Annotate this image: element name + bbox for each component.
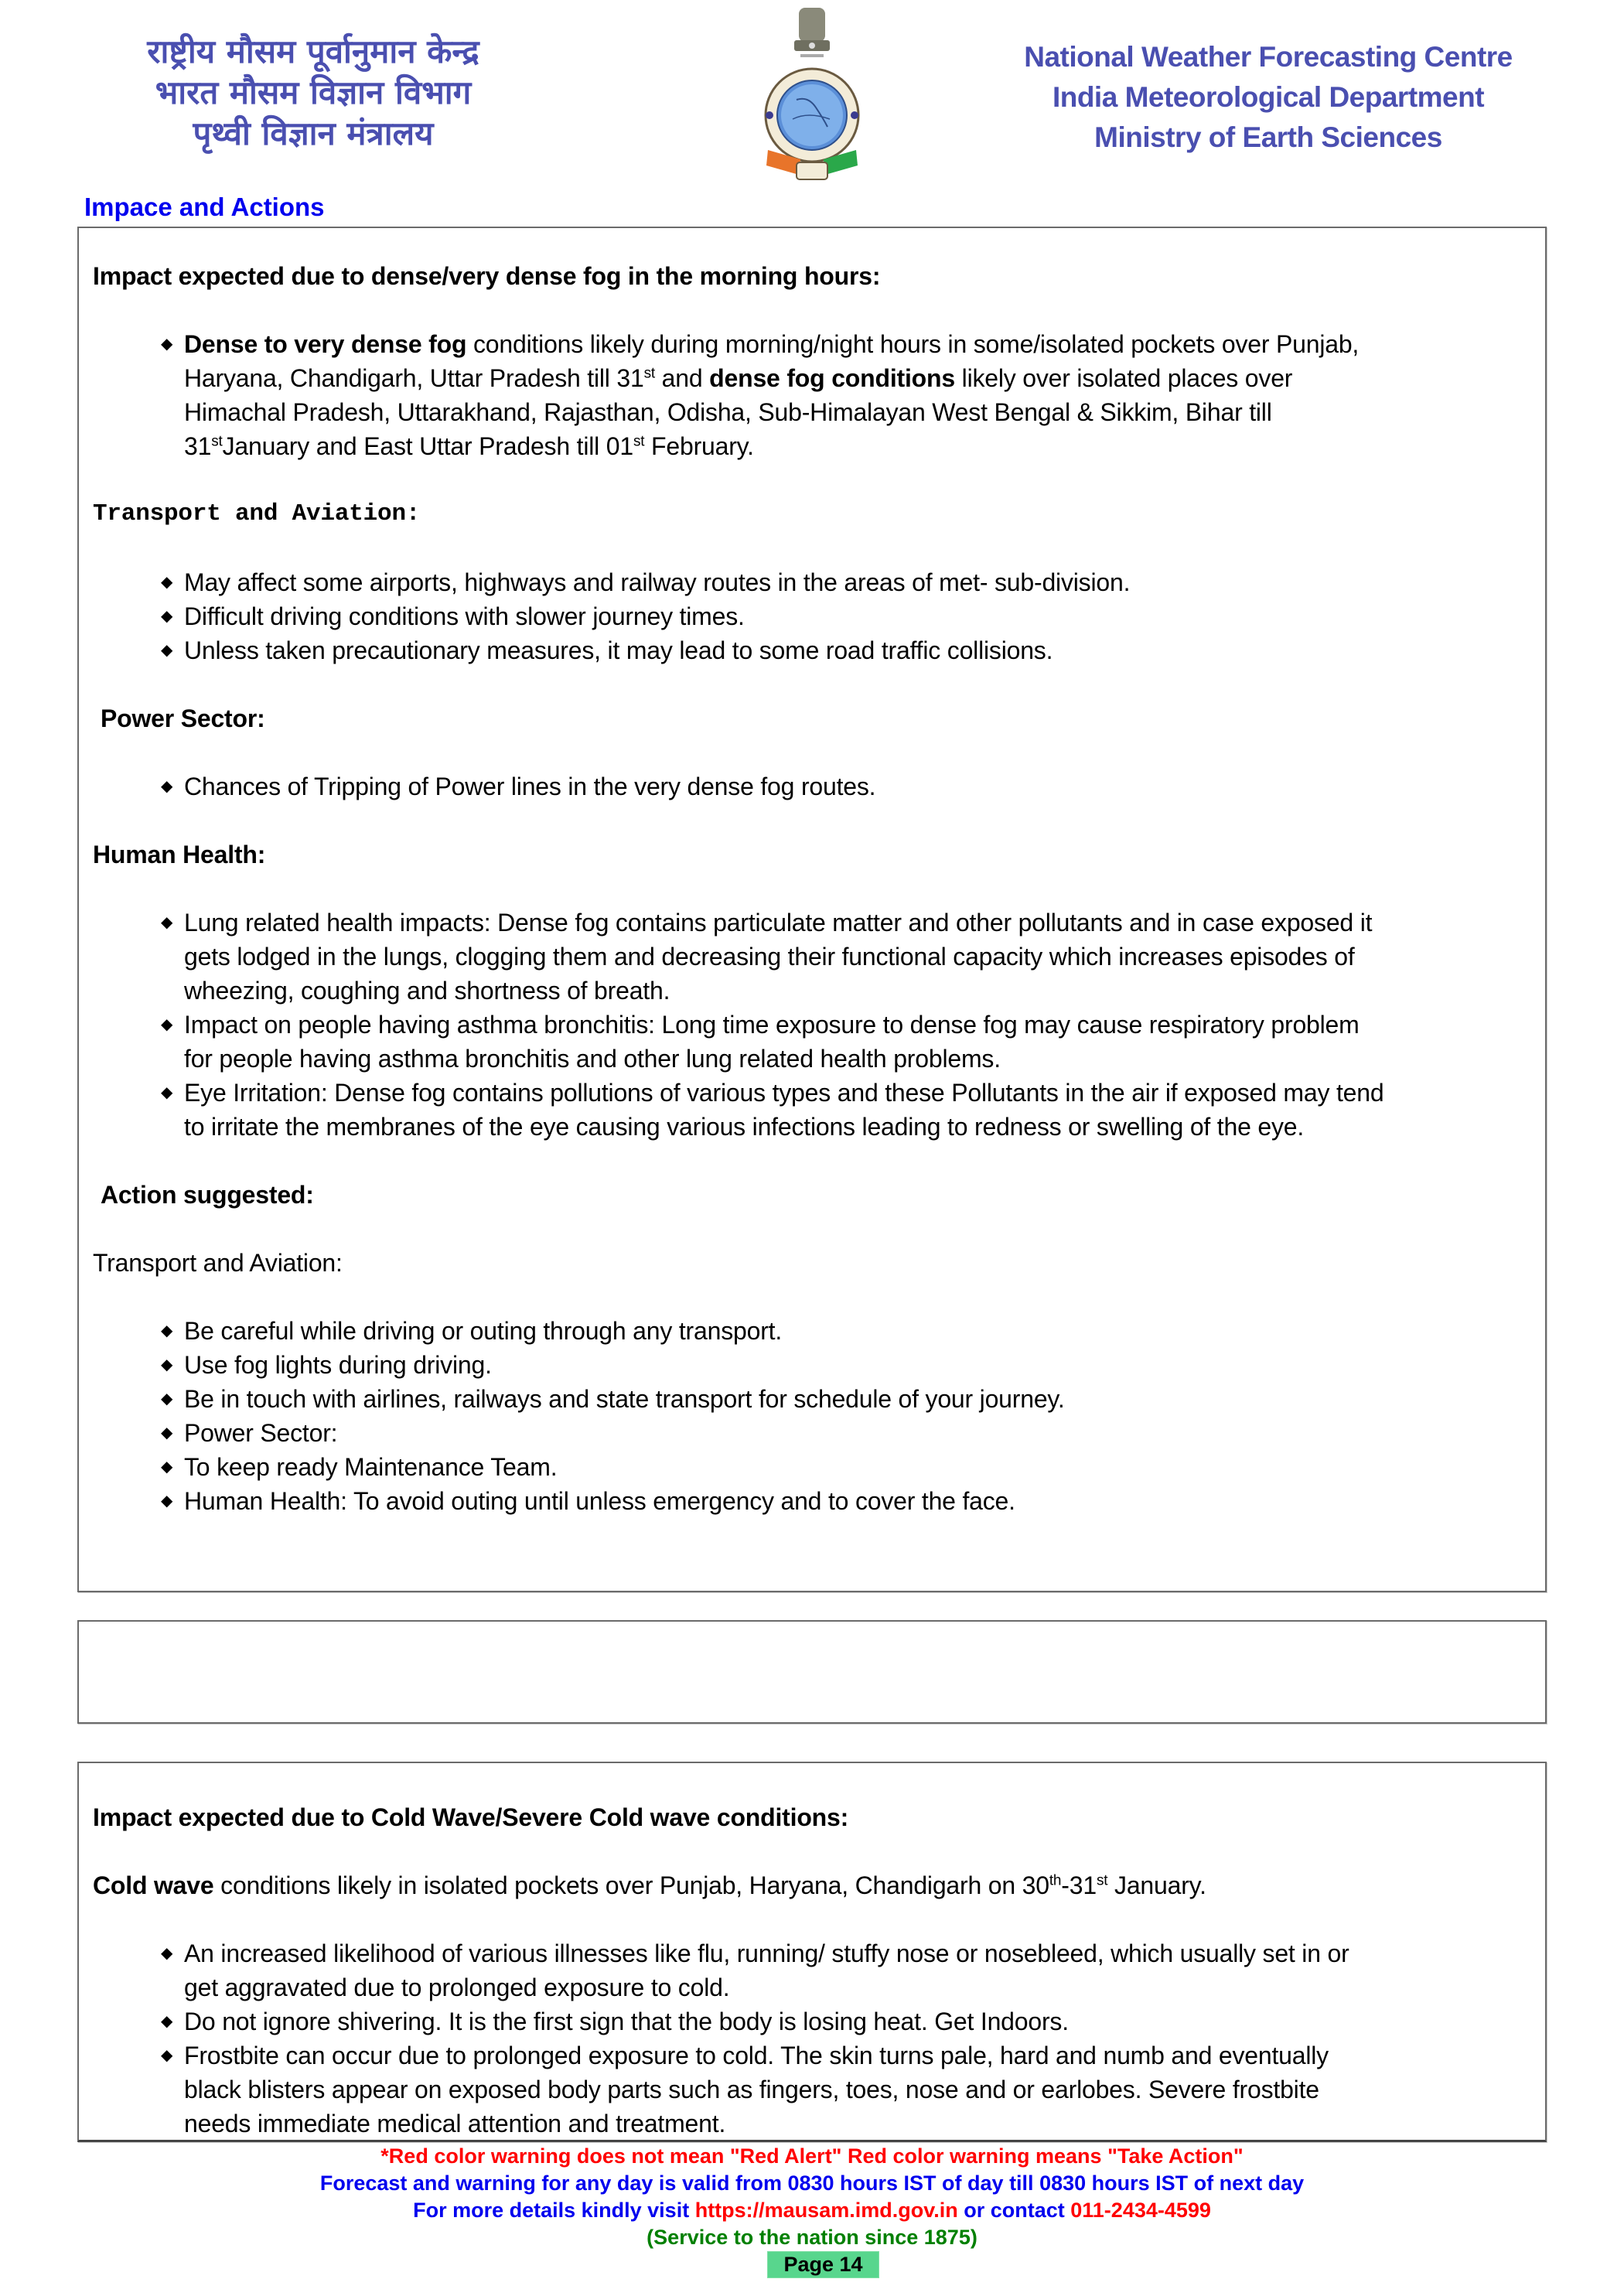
action-item: Human Health: To avoid outing until unless emergency and to cover the face. bbox=[184, 1487, 1015, 1515]
bullet-icon: ◆ bbox=[161, 608, 173, 625]
action-heading: Action suggested: bbox=[101, 1181, 314, 1209]
action-item: Power Sector: bbox=[184, 1419, 338, 1447]
health-heading: Human Health: bbox=[93, 841, 266, 868]
health-item-eye: Eye Irritation: Dense fog contains pollutions of various types and these Pollutants in the air if exposed may tend bbox=[184, 1079, 1384, 1107]
cold-item-cont: needs immediate medical attention and treatment. bbox=[184, 2110, 726, 2137]
bullet-icon: ◆ bbox=[161, 574, 173, 591]
transport-item: May affect some airports, highways and railway routes in the areas of met- sub-division. bbox=[184, 568, 1131, 596]
action-item: Be in touch with airlines, railways and state transport for schedule of your journey. bbox=[184, 1385, 1065, 1413]
bullet-icon: ◆ bbox=[161, 1945, 173, 1962]
action-item: Use fog lights during driving. bbox=[184, 1351, 492, 1379]
action-item: Be careful while driving or outing through any transport. bbox=[184, 1317, 783, 1345]
fog-intro-line-4: 31stJanuary and East Uttar Pradesh till 01st February. bbox=[184, 432, 754, 460]
bullet-icon: ◆ bbox=[161, 1356, 173, 1373]
action-item: To keep ready Maintenance Team. bbox=[184, 1453, 558, 1481]
bullet-icon: ◆ bbox=[161, 1424, 173, 1441]
fog-intro-line-3: Himachal Pradesh, Uttarakhand, Rajasthan, Odisha, Sub-Himalayan West Bengal & Sikkim, Bihar till bbox=[184, 398, 1272, 426]
bullet-icon: ◆ bbox=[161, 1322, 173, 1339]
health-item-eye-cont: to irritate the membranes of the eye causing various infections leading to redness or swelling of the eye. bbox=[184, 1113, 1305, 1141]
fog-intro-line-1: Dense to very dense fog conditions likely during morning/night hours in some/isolated pockets over Punjab, bbox=[184, 330, 1360, 358]
english-org-name bbox=[1005, 37, 1531, 158]
bullet-icon: ◆ bbox=[161, 1458, 173, 1476]
power-heading: Power Sector: bbox=[101, 704, 265, 732]
cold-item: An increased likelihood of various illnesses like flu, running/ stuffy nose or nosebleed, which usually set in or bbox=[184, 1939, 1349, 1967]
bullet-icon: ◆ bbox=[161, 642, 173, 659]
cold-item: Frostbite can occur due to prolonged exposure to cold. The skin turns pale, hard and numb and eventually bbox=[184, 2042, 1329, 2069]
bullet-icon: ◆ bbox=[161, 778, 173, 795]
website-link[interactable]: https://mausam.imd.gov.in bbox=[694, 2199, 958, 2222]
transport-heading: Transport and Aviation: bbox=[93, 500, 421, 527]
cold-item: Do not ignore shivering. It is the first sign that the body is losing heat. Get Indoors. bbox=[184, 2008, 1069, 2035]
hindi-line-3: पृथ्वी विज्ञान मंत्रालय bbox=[193, 114, 434, 152]
english-line-2: India Meteorological Department bbox=[1052, 81, 1485, 113]
bullet-icon: ◆ bbox=[161, 914, 173, 931]
cold-item-cont: black blisters appear on exposed body parts such as fingers, toes, nose and or earlobes. Severe frostbite bbox=[184, 2076, 1319, 2103]
validity-note: Forecast and warning for any day is valid from 0830 hours IST of day till 0830 hours IST of next day bbox=[319, 2171, 1305, 2195]
bullet-icon: ◆ bbox=[161, 1084, 173, 1101]
empty-box bbox=[77, 1620, 1547, 1724]
phone-number: 011-2434-4599 bbox=[1070, 2199, 1211, 2222]
contact-line: For more details kindly visit https://mausam.imd.gov.in or contact 011-2434-4599 bbox=[413, 2199, 1211, 2222]
cold-wave-box bbox=[77, 1762, 1547, 2142]
health-item-asthma: Impact on people having asthma bronchitis: Long time exposure to dense fog may cause respiratory problem bbox=[184, 1011, 1360, 1039]
bullet-icon: ◆ bbox=[161, 1016, 173, 1033]
red-warning-note: *Red color warning does not mean "Red Alert" Red color warning means "Take Action" bbox=[380, 2144, 1244, 2168]
fog-impact-box bbox=[77, 227, 1547, 1592]
transport-item: Unless taken precautionary measures, it may lead to some road traffic collisions. bbox=[184, 636, 1053, 664]
bullet-icon: ◆ bbox=[161, 2047, 173, 2064]
imd-emblem-icon bbox=[762, 3, 862, 183]
transport-item: Difficult driving conditions with slower journey times. bbox=[184, 602, 745, 630]
english-line-3: Ministry of Earth Sciences bbox=[1094, 121, 1442, 153]
bullet-icon: ◆ bbox=[161, 1390, 173, 1407]
health-item-lung-cont: gets lodged in the lungs, clogging them and decreasing their functional capacity which increases episodes of bbox=[184, 943, 1355, 971]
hindi-line-1: राष्ट्रीय मौसम पूर्वानुमान केन्द्र bbox=[147, 32, 479, 70]
power-item: Chances of Tripping of Power lines in the very dense fog routes. bbox=[184, 773, 876, 800]
bullet-icon: ◆ bbox=[161, 336, 173, 353]
fog-intro-line-2: Haryana, Chandigarh, Uttar Pradesh till 31st and dense fog conditions likely over isolated places over bbox=[184, 364, 1293, 392]
section-title: Impace and Actions bbox=[84, 193, 325, 221]
service-note: (Service to the nation since 1875) bbox=[647, 2226, 977, 2249]
hindi-line-2: भारत मौसम विज्ञान विभाग bbox=[155, 73, 472, 111]
bullet-icon: ◆ bbox=[161, 1493, 173, 1510]
page-number-badge: Page 14 bbox=[767, 2251, 879, 2278]
cold-wave-intro: Cold wave conditions likely in isolated pockets over Punjab, Haryana, Chandigarh on 30th-31st January. bbox=[93, 1871, 1206, 1899]
health-item-asthma-cont: for people having asthma bronchitis and other lung related health problems. bbox=[184, 1045, 1001, 1073]
fog-impact-heading: Impact expected due to dense/very dense fog in the morning hours: bbox=[93, 262, 881, 290]
action-subheading: Transport and Aviation: bbox=[93, 1249, 343, 1277]
health-item-lung-cont: wheezing, coughing and shortness of breath. bbox=[184, 977, 670, 1005]
health-item-lung: Lung related health impacts: Dense fog contains particulate matter and other pollutants and in case exposed it bbox=[184, 909, 1373, 936]
hindi-org-name bbox=[85, 31, 541, 154]
cold-item-cont: get aggravated due to prolonged exposure to cold. bbox=[184, 1974, 730, 2001]
english-line-1: National Weather Forecasting Centre bbox=[1024, 41, 1513, 73]
cold-wave-heading: Impact expected due to Cold Wave/Severe Cold wave conditions: bbox=[93, 1803, 849, 1831]
bullet-icon: ◆ bbox=[161, 2013, 173, 2030]
